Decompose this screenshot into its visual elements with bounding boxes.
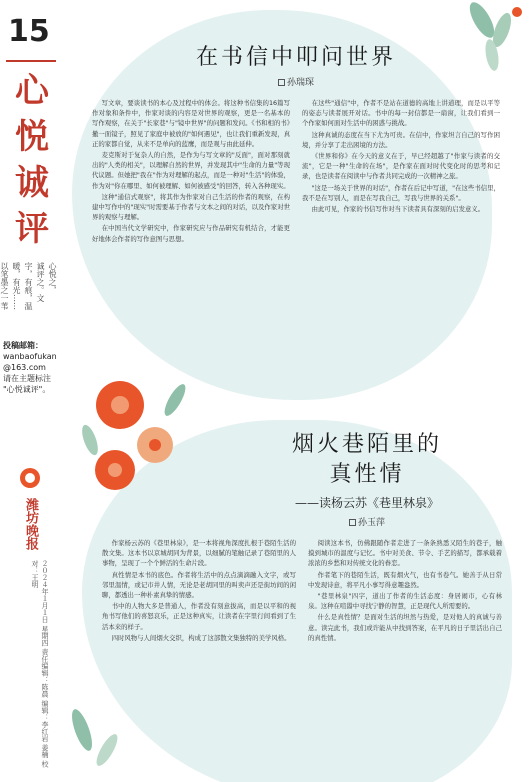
paragraph: 在中国当代文学研究中，作家研究应与作品研究有机结合，才能更好地体会作者的写作意图与思想。 xyxy=(92,224,290,243)
paragraph: "巷里林泉"四字，道出了作者的生活态度：身居闹市，心有林泉。这种在喧嚣中寻找宁静的智慧，正是现代人所需要的。 xyxy=(308,592,502,611)
paragraph: 在这些"通信"中，作者不是站在道德的高地上讲道理，而是以平等的姿态与读者展开对话。书中的每一封信都是一扇窗，让我们看到一个作家如何面对生活中的困惑与挑战。 xyxy=(302,99,500,128)
column-title-char: 诚 xyxy=(15,163,49,203)
logo-text: 潍坊晚报 xyxy=(23,498,38,550)
motto-line: 暖，有光…… xyxy=(12,262,21,310)
byline-marker-icon xyxy=(349,519,356,526)
paragraph: 由此可见，作家的书信写作对当下读者具有深刻的启发意义。 xyxy=(311,205,485,214)
logo-icon xyxy=(20,468,40,488)
article-2-title-line-1: 烟火巷陌里的 xyxy=(291,432,442,457)
article-1-title: 在书信中叩问世界 xyxy=(195,45,396,70)
paragraph: 这种"通信式观察"，将其作为作家对自己生活的作者的观察，在构建中写作中的"现实"时需要基于作者与文本之间的对话，以及作家对世界的观察与理解。 xyxy=(92,192,290,222)
paragraph: 写文章，要谈读书的本心及过程中的体会。将这种书信集的16篇写作对象和条件中，作家对谈的内容是对世界的观察，更是一名基本的写作观察，在关于"长家巷"与"镜中世界"的问题和发问。《书和相的书》撤一面镜子，照见了家庭中被放的"如何遇见"，也让我们重新发现，真正的家都自觉，从来不是单向的蓝鹰，而是观与由此延伸。 xyxy=(92,99,290,148)
submission-info xyxy=(3,340,59,395)
paragraph: 作家杨云苏的《巷里林泉》，是一本将视角深度扎根于巷陌生活的散文集。这本书以京城胡同为背景，以细腻的笔触记录了巷陌里的人事物，呈现了一个个鲜活的生命片段。 xyxy=(102,539,296,568)
paragraph: 真性情是本书的底色。作者将生活中的点点滴滴融入文字，或写邻里温情，或记市井人情，无论是老胡同里的叫卖声还是街坊间的闲聊，都透出一种朴素真挚的情感。 xyxy=(102,570,296,600)
article-2-author: 孙玉萍 xyxy=(357,518,385,528)
article-2-subtitle: ——读杨云苏《巷里林泉》 xyxy=(294,496,439,510)
paragraph: 《世界和你》在今天的意义在于，早已经超越了"作家与读者的交流"，它是一种"生命的在场"，是作家在面对时代变化时的思考和记录，也是读者在阅读中与作者共同完成的一次精神之旅。 xyxy=(302,152,500,181)
column-title-char: 悦 xyxy=(15,117,49,157)
article-2-byline xyxy=(232,515,502,528)
paragraph: 什么是真性情？是面对生活的坦然与热爱，是对他人的真诚与善意。读完此书，我们或许能从中找到答案，在平凡的日子里活出自己的真性情。 xyxy=(308,613,502,642)
article-1-column-2 xyxy=(302,98,500,245)
article-1-author: 孙瑞琛 xyxy=(286,78,314,88)
editorial-credits: ２０２４年１月１日 星期四 责任编辑：陈晨 编辑：李红岩 姜楠 校对：王明 xyxy=(31,560,49,768)
paragraph: 四时风物与人间烟火交织，构成了这部散文集独特的美学风格。 xyxy=(111,633,291,642)
article-2-column-1 xyxy=(102,538,296,644)
column-title xyxy=(12,68,52,252)
motto-line: 心悦之， xyxy=(48,262,57,294)
column-title-char: 心 xyxy=(15,71,49,111)
paragraph: 书中的人物大多是普通人，作者没有刻意拔高，而是以平和的视角书写他们的喜怒哀乐，正是这种真实，让读者在字里行间看到了生活本来的样子。 xyxy=(102,602,296,631)
motto-line: 以笔墨之一苇 xyxy=(0,262,9,310)
submission-line: @163.com xyxy=(3,363,46,372)
article-2-body xyxy=(102,538,502,644)
submission-line: "心悦诚评"。 xyxy=(3,385,51,394)
submission-line: 请在主题标注 xyxy=(3,374,51,383)
motto-line: 字，有痕，温 xyxy=(24,262,33,310)
article-1-body xyxy=(92,98,500,245)
article-1-column-1 xyxy=(92,98,290,245)
paragraph: "这是一场关于世界的对话"，作者在后记中写道，"在这些书信里，我不是在写别人，而是在写我自己，写我与世界的关系"。 xyxy=(302,183,500,202)
paragraph: 阅读这本书，仿佛跟随作者走进了一条条熟悉又陌生的巷子，触摸到城市的温度与记忆。书中对美食、节令、手艺的描写，都承载着浓浓的乡愁和对传统文化的眷恋。 xyxy=(308,539,502,568)
divider xyxy=(6,60,56,62)
column-title-char: 评 xyxy=(15,209,49,249)
leaf-decoration-icon xyxy=(62,690,152,782)
left-column xyxy=(0,0,62,782)
paragraph: 这种真诚的态度在当下尤为可贵。在信中，作家坦言自己的写作困境，并分享了走出困境的方法。 xyxy=(302,130,500,149)
page-number: 15 xyxy=(8,14,50,49)
article-2-title-line-2: 真性情 xyxy=(329,462,405,487)
submission-head: 投稿邮箱： xyxy=(3,341,43,350)
submission-line: wanbaofukan xyxy=(3,352,57,361)
article-1-byline xyxy=(92,75,500,88)
article-2-header xyxy=(232,430,502,528)
article-2 xyxy=(102,430,502,644)
article-1 xyxy=(92,40,500,245)
paragraph: 作者笔下的巷陌生活，既有烟火气，也有书卷气。她善于从日常中发现诗意，将平凡小事写得意趣盎然。 xyxy=(308,570,502,589)
newspaper-logo xyxy=(8,468,52,558)
byline-marker-icon xyxy=(278,79,285,86)
column-motto xyxy=(0,262,58,322)
motto-line: 诚评之。文 xyxy=(36,262,45,302)
main-content xyxy=(62,0,530,782)
article-2-column-2 xyxy=(308,538,502,644)
paragraph: 麦克斯对于复杂人的自然，是作为与写文章的"反面"，面对那刻就出的"人类的相关"，以理解自然的世界，并发现其中"生命的力量"等现代议题。但她把"我在"作为对理解的起点，而是一种对"生活"的体验，作为对"你在哪里、如何被理解、如何被感受"的回答，转入各种现实。 xyxy=(92,151,290,190)
